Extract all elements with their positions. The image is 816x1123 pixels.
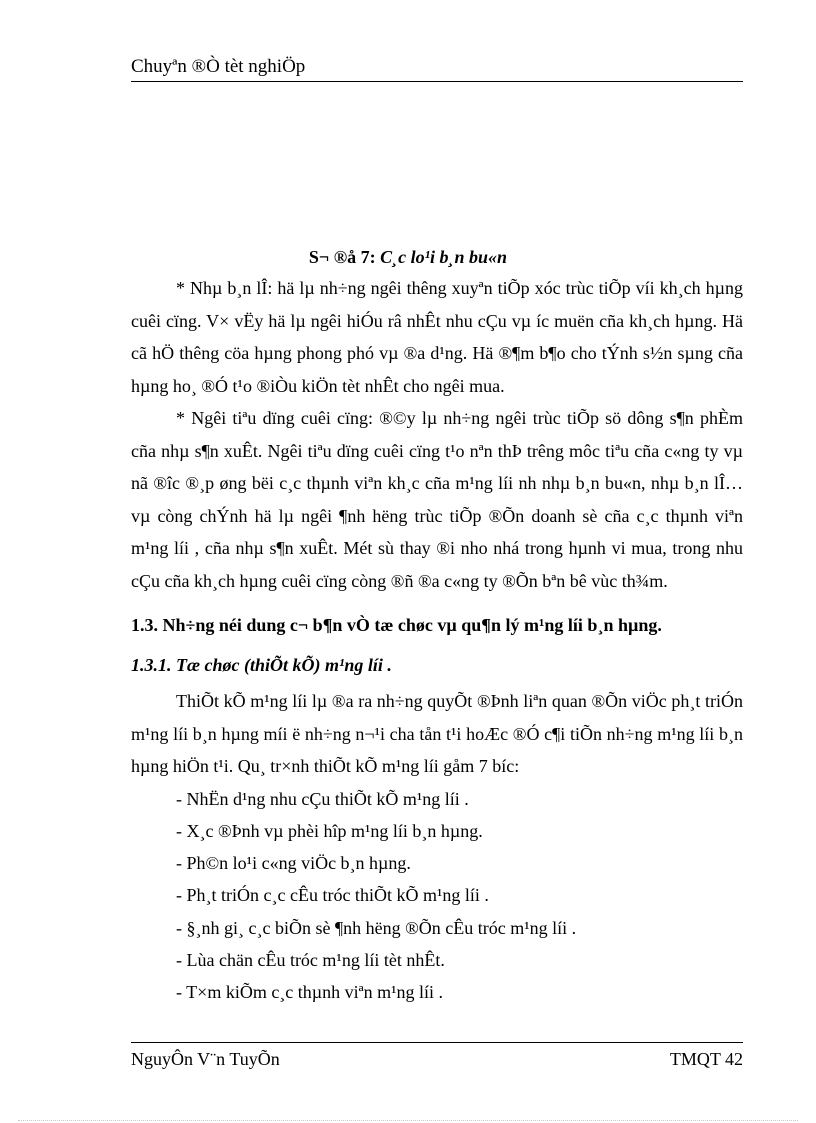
section-heading-1-3-1: 1.3.1. Tæ chøc (thiÕt kÕ) m¹ng líi . bbox=[131, 655, 392, 675]
page-footer bbox=[131, 1042, 743, 1070]
design-steps-list bbox=[131, 783, 743, 1009]
document-body bbox=[131, 272, 743, 1009]
footer-author: NguyÔn V¨n TuyÕn bbox=[131, 1049, 280, 1069]
page-edge-divider bbox=[18, 1120, 798, 1121]
list-item: - X¸c ®Þnh vµ phèi hîp m¹ng líi b¸n hµng. bbox=[176, 820, 483, 841]
header-title: Chuyªn ®Ò tèt nghiÖp bbox=[131, 56, 306, 77]
list-item: - Ph¸t triÓn c¸c cÊu tróc thiÕt kÕ m¹ng líi . bbox=[176, 885, 489, 906]
page-header bbox=[131, 54, 743, 82]
footer-page-code: TMQT 42 bbox=[669, 1049, 743, 1069]
list-item: - Lùa chän cÊu tróc m¹ng líi tèt nhÊt. bbox=[176, 949, 445, 970]
paragraph-retailer: * Nhµ b¸n lÎ: hä lµ nh÷ng ngêi thêng xuyªn tiÕp xóc trùc tiÕp víi kh¸ch hµng cuêi cïng. V× vËy hä lµ ngêi hiÓu râ nhÊt nhu cÇu vµ íc muën cña kh¸ch hµng. Hä cã hÖ thêng cöa hµng phong phó vµ ®a d¹ng. Hä ®¶m b¶o cho tÝnh s½n sµng cña hµng ho¸ ®Ó t¹o ®iÒu kiÖn tèt nhÊt cho ngêi mua. bbox=[131, 278, 743, 396]
list-item: - NhËn d¹ng nhu cÇu thiÕt kÕ m¹ng líi . bbox=[176, 788, 469, 809]
list-item: - §¸nh gi¸ c¸c biÕn sè ¶nh hëng ®Õn cÊu tróc m¹ng líi . bbox=[176, 917, 577, 938]
section-heading-1-3: 1.3. Nh÷ng néi dung c¬ b¶n vÒ tæ chøc vµ qu¶n lý m¹ng líi b¸n hµng. bbox=[131, 615, 662, 635]
paragraph-end-consumer: * Ngêi tiªu dïng cuêi cïng: ®©y lµ nh÷ng ngêi trùc tiÕp sö dông s¶n phÈm cña nhµ s¶n xuÊt. Ngêi tiªu dïng cuêi cïng t¹o nªn thÞ trêng môc tiªu cña c«ng ty vµ nã ®îc ®¸p øng bëi c¸c thµnh viªn kh¸c cña m¹ng líi nh nhµ b¸n bu«n, nhµ b¸n lÎ… vµ còng chÝnh hä lµ ngêi ¶nh hëng trùc tiÕp ®Õn doanh sè cña c¸c thµnh viªn m¹ng líi , cña nhµ s¶n xuÊt. Mét sù thay ®i nho nhá trong hµnh vi mua, trong nhu cÇu cña kh¸ch hµng cuêi cïng còng ®ñ ®a c«ng ty ®Õn bªn bê vùc th¾m. bbox=[131, 408, 743, 591]
paragraph-design-intro: ThiÕt kÕ m¹ng líi lµ ®a ra nh÷ng quyÕt ®Þnh liªn quan ®Õn viÖc ph¸t triÓn m¹ng líi b¸n hµng míi ë nh÷ng n¬¹i cha tån t¹i hoÆc ®Ó c¶i tiÕn nh÷ng m¹ng líi b¸n hµng hiÖn t¹i. Qu¸ tr×nh thiÕt kÕ m¹ng líi gåm 7 bíc: bbox=[131, 691, 743, 776]
diagram-title-text: C¸c lo¹i b¸n bu«n bbox=[380, 247, 508, 267]
diagram-label: S¬ ®å 7: bbox=[308, 247, 376, 267]
list-item: - Ph©n lo¹i c«ng viÖc b¸n hµng. bbox=[176, 853, 411, 874]
diagram-caption bbox=[0, 247, 816, 268]
list-item: - T×m kiÕm c¸c thµnh viªn m¹ng líi . bbox=[176, 982, 444, 1003]
